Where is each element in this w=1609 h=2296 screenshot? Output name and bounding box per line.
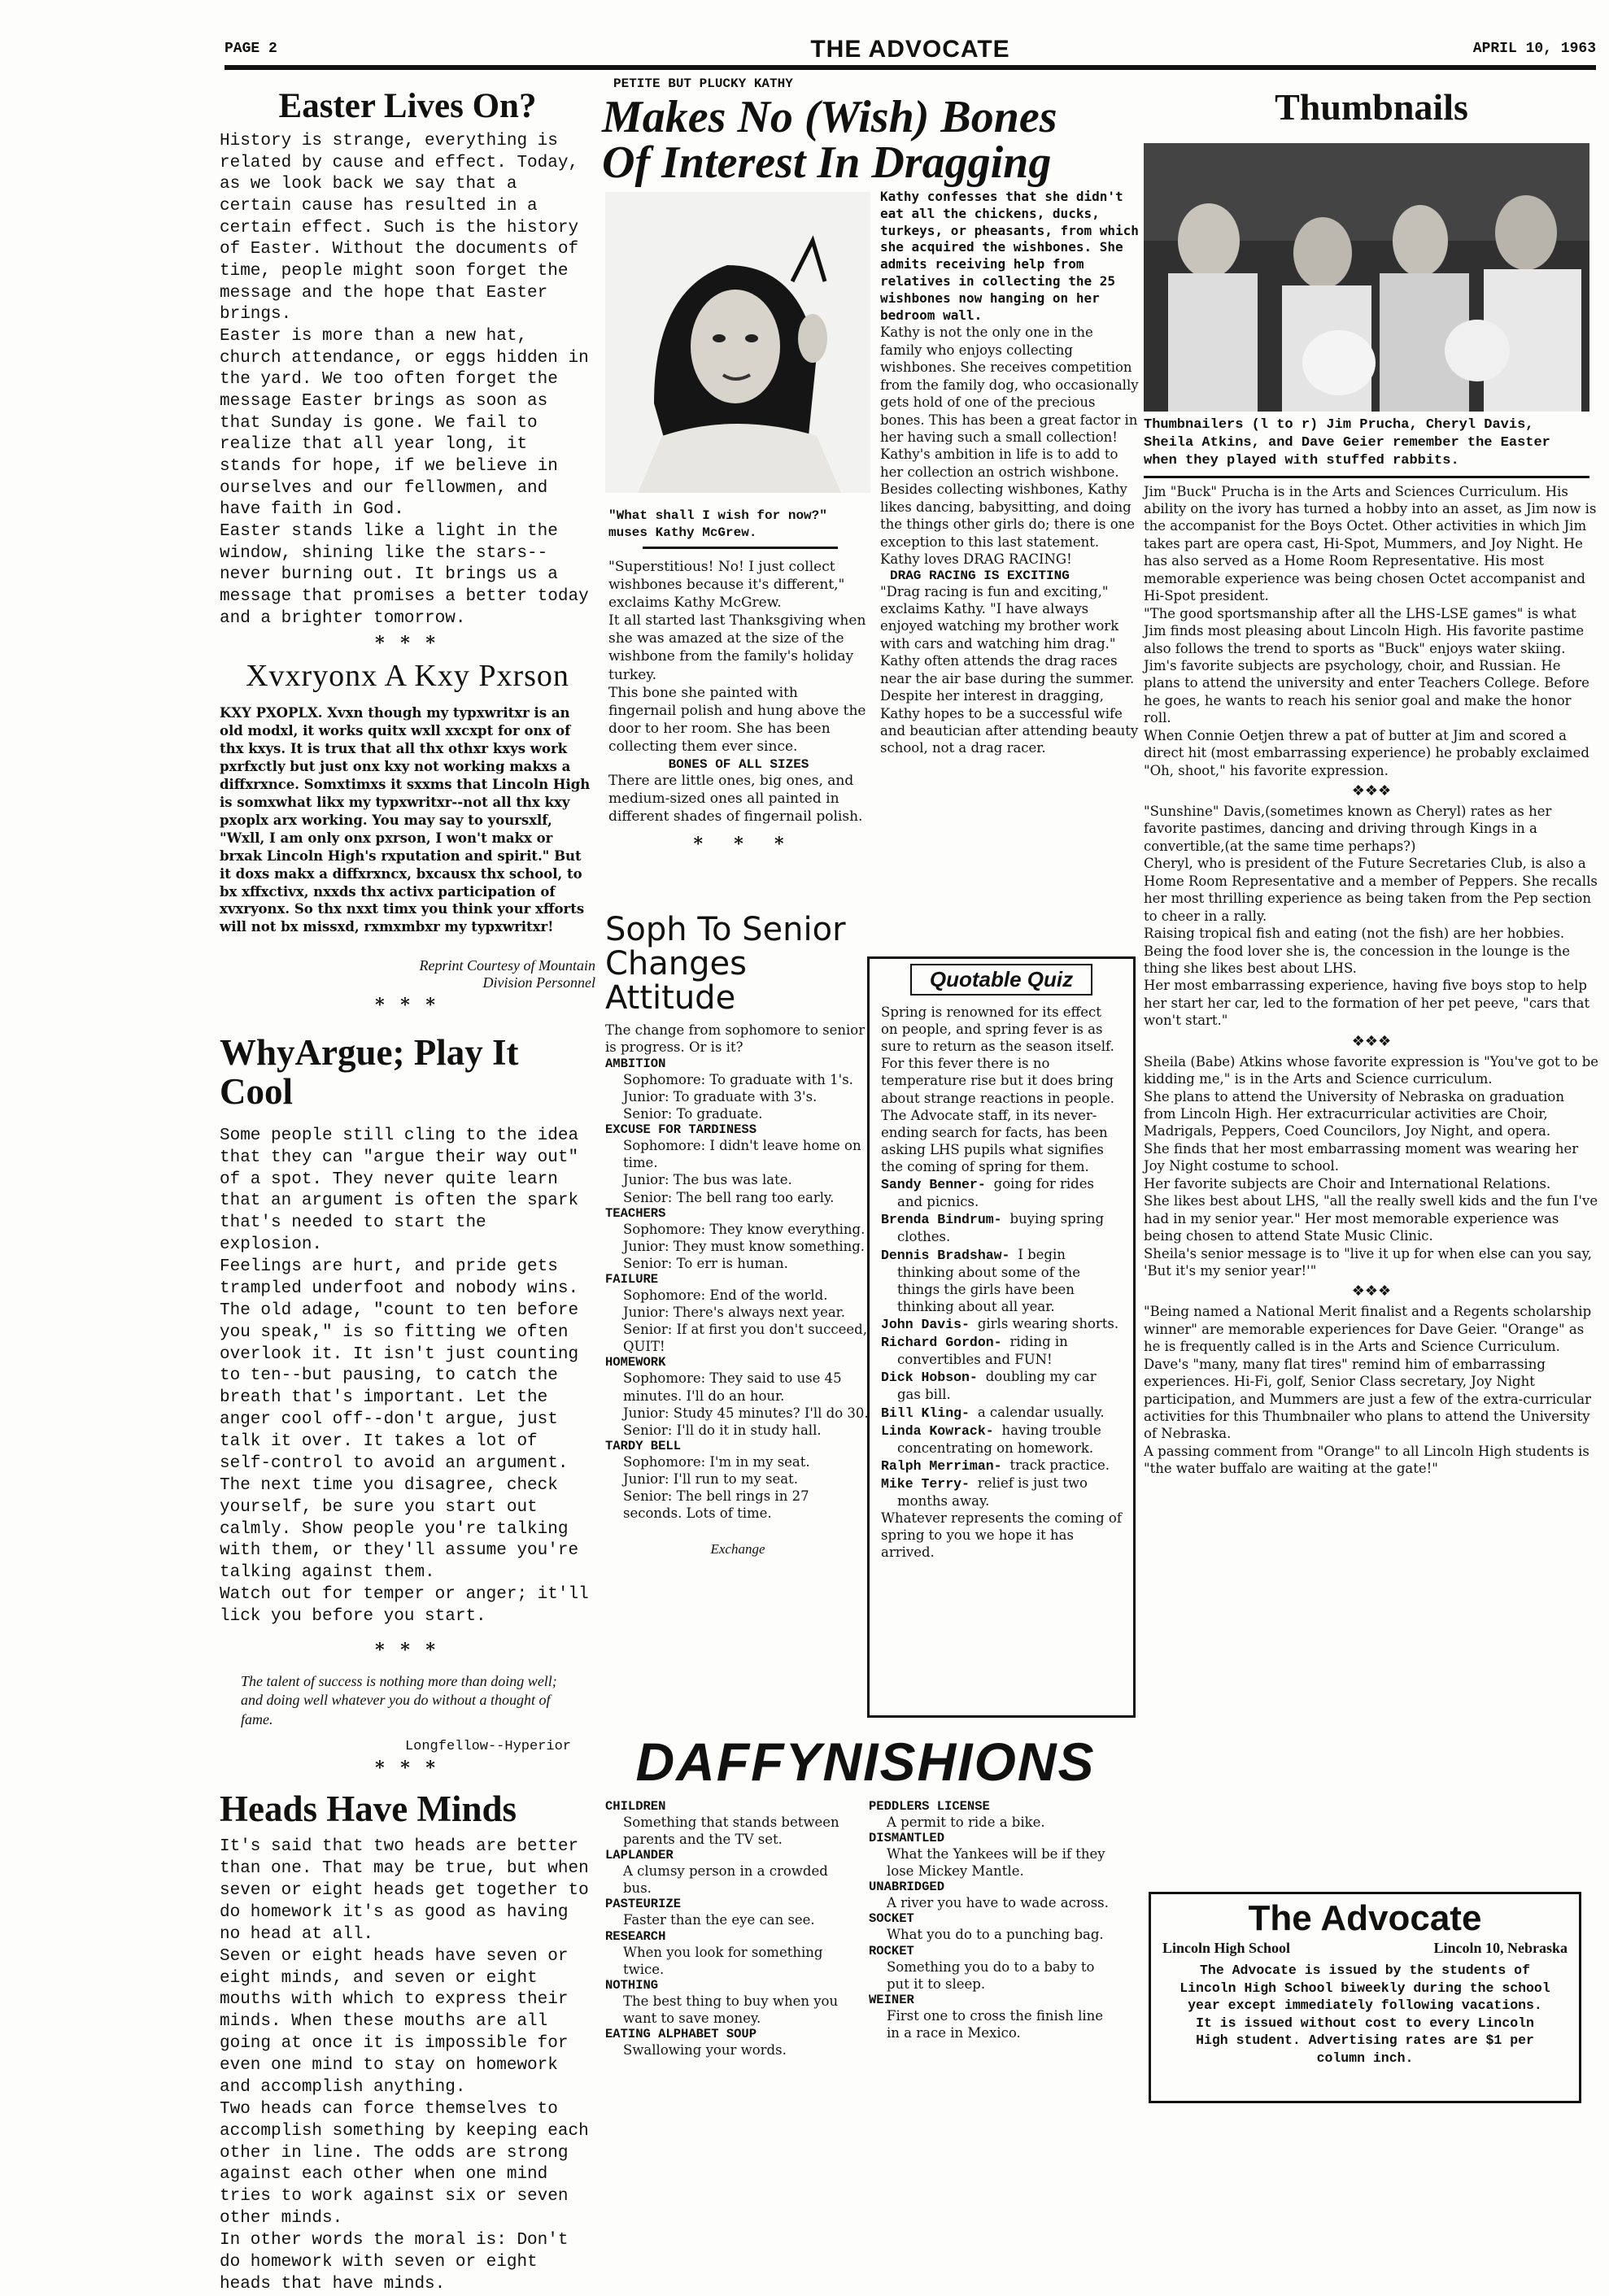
daffy-right-column — [869, 1799, 1113, 2059]
kathy-col1-text: "Superstitious! No! I just collect wishbones because it's different," exclaims Kathy McGrew. It all started last Thanksgiving when she was amazed at the size of the wishbone from the family's holiday turkey. This bone she painted with fingernail polish and hung above the door to her room. She has been collecting them ever since. — [608, 559, 866, 755]
kathy-photo-caption: "What shall I wish for now?" muses Kathy McGrew. — [608, 508, 827, 540]
kathy-headline-line1: Makes No (Wish) Bones — [602, 92, 1057, 142]
kathy-col2-bold-text: Kathy confesses that she didn't eat all the chickens, ducks, turkeys, or pheasants, from which she acquired the wishbones. She admits receiving help from relatives in collecting the 25 wishbones now hanging on her bedroom wall. — [880, 189, 1139, 323]
quiz-entry-text: riding in convertibles and FUN! — [897, 1334, 1068, 1368]
daffy-definition: The best thing to buy when you want to save money. — [623, 1993, 839, 2026]
group-photo-image — [1144, 143, 1589, 412]
daffy-definition: What the Yankees will be if they lose Mickey Mantle. — [887, 1846, 1105, 1880]
quotable-quiz-box — [867, 956, 1136, 1718]
daffy-word: PEDDLERS LICENSE — [869, 1799, 990, 1814]
kathy-col1b-text: There are little ones, big ones, and medium-sized ones all painted in different shades of fingernail polish. — [608, 773, 863, 826]
quiz-headline: Quotable Quiz — [910, 964, 1092, 996]
thumbnail-sheila: Sheila (Babe) Atkins whose favorite expression is "You've got to be kidding me," is in the Arts and Science curriculum. She plans to attend the University of Nebraska on graduation from Lincoln High. Her extracurricular activities are Choir, Madrigals, Peppers, Coed Councilors, Joy Night, and opera. She finds that her most embarrassing moment was wearing her Joy Night costume to school. Her favorite subjects are Choir and International Relations. She likes best about LHS, "all the really swell kids and the fun I've had in my senior year." Her most memorable experience was being chosen to attend State Music Clinic. Sheila's senior message is to "live it up for when else can you say, 'But it's my senior year!'" — [1144, 1053, 1599, 1279]
quiz-entry — [881, 1210, 1122, 1245]
kathy-kicker: PETITE BUT PLUCKY KATHY — [613, 76, 793, 91]
quiz-entry-name: John Davis- — [881, 1316, 978, 1332]
section-stars: * * * — [375, 1639, 440, 1661]
soph-headline-line1: Soph To Senior — [605, 911, 846, 948]
caption-rule — [1144, 476, 1589, 478]
divider-ornament: ❖❖❖ — [1351, 1032, 1392, 1050]
daffy-left-column — [605, 1799, 849, 2059]
quiz-entry-name: Dennis Bradshaw- — [881, 1247, 1018, 1263]
soph-headline-line2: Changes Attitude — [605, 945, 747, 1017]
argue-body: Some people still cling to the idea that they can "argue their way out" of a spot. They never quite learn that an argument is often the spark that's needed to start the explosion. Feelings are hurt, and pride gets trampled underfoot and nobody wins. The old adage, "count to ten before you speak," is so fitting we often overlook it. It isn't just counting to ten--but pausing, to catch the breath that's important. Let the anger cool off--don't argue, just talk it over. It takes a lot of self-control to avoid an argument. The next time you disagree, check yourself, be sure you start out calmly. Show people you're talking with them, or they'll assume you're talking against them. Watch out for temper or anger; it'll lick you before you start. — [220, 1126, 589, 1627]
quiz-entry-text: a calendar usually. — [977, 1404, 1105, 1420]
issue-date: APRIL 10, 1963 — [1472, 41, 1596, 57]
quiz-entry-text: track practice. — [1009, 1457, 1110, 1473]
section-stars: * * * — [375, 995, 440, 1017]
quiz-entry-name: Richard Gordon- — [881, 1335, 1010, 1351]
kathy-headline — [602, 92, 1139, 188]
divider-ornament: ❖❖❖ — [1351, 782, 1392, 800]
argue-headline: WhyArgue; Play It Cool — [220, 1032, 519, 1112]
heads-body: It's said that two heads are better than one. That may be true, but when seven or eight heads get together to do homework it's as good as having no head at all. Seven or eight heads have seven or eight minds, and seven or eight mouths with which to express their minds. When these mouths are all going at once it is impossible for even one mind to stay on homework and accomplish anything. Two heads can force themselves to accomplish something by keeping each other in line. The odds are strong against each other when one mind tries to work against six or seven other minds. In other words the moral is: Don't do homework with seven or eight heads that have minds. — [220, 1837, 589, 2294]
section-stars: * * * — [375, 1758, 440, 1780]
longfellow-quote: The talent of success is nothing more than doing well; and doing well whatever you do without a thought of fame. — [241, 1672, 557, 1727]
daffy-definition: A permit to ride a bike. — [887, 1815, 1045, 1830]
quiz-entry-name: Dick Hobson- — [881, 1370, 986, 1386]
thumbnails-headline: Thumbnails — [1275, 86, 1468, 128]
quiz-entry-text: I begin thinking about some of the things the girls have been thinking about all year. — [897, 1246, 1081, 1314]
daffy-word: SOCKET — [869, 1911, 914, 1927]
daffy-definition: Something that stands between parents and the TV set. — [623, 1815, 839, 1848]
quiz-entry-name: Mike Terry- — [881, 1475, 978, 1492]
newspaper-title: THE ADVOCATE — [810, 36, 1010, 63]
quiz-entry — [881, 1475, 1122, 1510]
quiz-entries — [881, 1175, 1122, 1510]
thumbnail-cheryl: "Sunshine" Davis,(sometimes known as Cheryl) rates as her favorite pastimes, dancing and driving through Kings in a convertible,(at the same time perhaps?) Cheryl, who is president of the Future Secretaries Club, is also a Home Room Representative and a member of Peppers. She recalls her most thrilling experience as being taken from the Pep section to cheer in a rally. Raising tropical fish and eating (not the fish) are her hobbies. Being the food lover she is, the concession in the lounge is the thing she likes best about LHS. Her most embarrassing experience, having five boys stop to help her start her car, led to the formation of her pet peeve, "cars that won't start." — [1144, 804, 1598, 1029]
daffy-word: WEINER — [869, 1992, 914, 2007]
kathy-col2-text: Kathy is not the only one in the family who enjoys collecting wishbones. She receives competition from the family dog, who occasionally gets hold of one of the precious bones. This has been a great factor in her having such a small collection! Kathy's ambition in life is to add to her collection an ostrich wishbone. Besides collecting wishbones, Kathy likes dancing, babysitting, and doing the things other girls do; there is one exception to this last statement. Kathy loves DRAG RACING! — [880, 325, 1139, 568]
quiz-entry — [881, 1457, 1122, 1475]
soph-section-line: Senior: I'll do it in study hall. — [623, 1422, 822, 1438]
daffynishions-headline: DAFFYNISHIONS — [635, 1732, 1096, 1792]
masthead — [225, 36, 1596, 68]
quiz-entry — [881, 1246, 1122, 1315]
quiz-entry — [881, 1404, 1122, 1422]
kathy-col1 — [608, 558, 869, 858]
divider-ornament: ❖❖❖ — [1351, 1283, 1392, 1300]
daffy-definition: Something you do to a baby to put it to sleep. — [887, 1958, 1095, 1992]
quiz-intro: Spring is renowned for its effect on people, and spring fever is as sure to return as the season itself. For this fever there is no temperature rise but it does bring about strange reactions in people. The Advocate staff, in its never-ending search for facts, has been asking LHS pupils what signifies the coming of spring for them. — [881, 1004, 1115, 1174]
quiz-outro: Whatever represents the coming of spring to you we hope it has arrived. — [881, 1510, 1122, 1561]
reprint-credit: Reprint Courtesy of Mountain Division Personnel — [419, 957, 595, 991]
daffy-word: LAPLANDER — [605, 1848, 674, 1863]
daffynishions-section — [605, 1731, 1126, 2059]
masthead-school: Lincoln High School — [1162, 1940, 1291, 1957]
quiz-entry-name: Linda Kowrack- — [881, 1422, 1002, 1439]
soph-section-line: Junior: To graduate with 3's. — [623, 1088, 818, 1104]
daffy-word: EATING ALPHABET SOUP — [605, 2026, 757, 2041]
section-stars: * * * — [375, 633, 440, 655]
soph-section-line: Sophomore: To graduate with 1's. — [623, 1071, 853, 1087]
masthead-box-title: The Advocate — [1248, 1898, 1482, 1938]
soph-section-label: HOMEWORK — [605, 1355, 666, 1370]
masthead-box-text: The Advocate is issued by the students of Lincoln High School biweekly during the school year except immediately following vacations. It is issued without cost to every Lincoln High student. Advertising rates are $1 per column inch. — [1179, 1963, 1550, 2066]
soph-section-line: Junior: They must know something. — [623, 1238, 866, 1254]
exchange-credit: Exchange — [710, 1541, 765, 1558]
soph-section-line: Junior: Study 45 minutes? I'll do 30. — [623, 1405, 869, 1421]
typewriter-body: KXY PXOPLX. Xvxn though my typxwritxr is an old modxl, it works quitx wxll xxcxpt for onx of thx kxys. It is trux that all thx othxr kxys work pxrfxctly but just onx kxy not working makxs a diffxrxnce. Somxtimxs it sxxms that Lincoln High is somxwhat likx my typxwritxr--not all thx kxy pxoplx arx working. You may say to yoursxlf, "Wxll, I am only onx pxrson, I won't makx or brxak Lincoln High's rxputation and spirit." But it doxs makx a diffxrxncx, bxcausx thx school, to bx xffxctivx, nxxds thx activx participation of xvxryonx. So thx nxxt timx you think your xfforts will not bx missxd, rxmxmbxr my typxwritxr! — [220, 705, 591, 935]
soph-section-label: TARDY BELL — [605, 1438, 682, 1453]
quiz-entry-name: Ralph Merriman- — [881, 1457, 1010, 1474]
kathy-headline-line2: Of Interest In Dragging — [602, 137, 1052, 188]
masthead-city: Lincoln 10, Nebraska — [1433, 1940, 1568, 1957]
masthead-rule — [225, 65, 1596, 70]
quiz-entry — [881, 1368, 1122, 1403]
thumbnails-photo — [1144, 143, 1589, 412]
soph-section-label: TEACHERS — [605, 1205, 666, 1221]
soph-section-line: Sophomore: I'm in my seat. — [623, 1453, 810, 1470]
soph-section-line: Sophomore: End of the world. — [623, 1287, 828, 1303]
quiz-entry-name: Brenda Bindrum- — [881, 1212, 1010, 1228]
quiz-entry-text: relief is just two months away. — [897, 1475, 1088, 1510]
quiz-entry — [881, 1315, 1122, 1333]
soph-intro: The change from sophomore to senior is progress. Or is it? — [605, 1022, 866, 1056]
daffy-word: UNABRIDGED — [869, 1880, 945, 1895]
quiz-entry-text: buying spring clothes. — [897, 1211, 1105, 1245]
typewriter-headline: Xvxryonx A Kxy Pxrson — [246, 659, 569, 694]
soph-section-line: Senior: The bell rings in 27 seconds. Lots of time. — [623, 1488, 809, 1522]
kathy-story — [602, 76, 1139, 188]
left-column — [220, 88, 595, 2296]
quiz-entry-name: Bill Kling- — [881, 1405, 978, 1421]
quote-credit: Longfellow--Hyperior — [404, 1739, 571, 1755]
easter-headline: Easter Lives On? — [278, 87, 537, 125]
soph-section-label: AMBITION — [605, 1056, 666, 1071]
daffy-definition: What you do to a punching bag. — [887, 1927, 1104, 1943]
thumbnail-dave: "Being named a National Merit finalist and a Regents scholarship winner" are memorable experiences for Dave Geier. "Orange" as he is frequently called is in the Arts and Science Curriculum. Dave's "many, many flat tires" remind him of embarrassing experiences. Hi-Fi, golf, Senior Class secretary, Joy Night participation, and Mummers are just a few of the extra-curricular activities for this Thumbnailer who plans to attend the University of Nebraska. A passing comment from "Orange" to all Lincoln High students is "the water buffalo are waiting at the gate!" — [1144, 1304, 1592, 1477]
quiz-entry-text: doubling my car gas bill. — [897, 1369, 1097, 1403]
daffy-word: NOTHING — [605, 1977, 659, 1993]
kathy-col2b-text: "Drag racing is fun and exciting," exclaims Kathy. "I have always enjoyed watching my brother work with cars and watching him drag." Kathy often attends the drag races near the air base during the summer. Despite her interest in dragging, Kathy hopes to be a successful wife and beautician after attending beauty school, not a drag racer. — [880, 583, 1139, 756]
daffy-definition: Swallowing your words. — [623, 2041, 787, 2058]
section-stars: * * * — [693, 834, 784, 856]
soph-section-line: Junior: There's always next year. — [623, 1305, 845, 1321]
quiz-entry — [881, 1422, 1122, 1457]
thumbnail-jim: Jim "Buck" Prucha is in the Arts and Sciences Curriculum. His ability on the ivory has turned a hobby into an asset, as Jim now is the accompanist for the Boys Octet. Other activities in which Jim takes part are opera cast, Hi-Spot, Mummers, and Joy Night. He has also served as a Home Room Representative. His most memorable experience was being chosen Octet accompanist and Hi-Spot president. "The good sportsmanship after all the LHS-LSE games" is what Jim finds most pleasing about Lincoln High. His favorite pastime also follows the trend to sports as "Buck" enjoys water skiing. Jim's favorite subjects are psychology, choir, and Russian. He plans to attend the university and enter Teachers College. Before he goes, he wants to reach his senior goal and make the honor roll. When Connie Oetjen threw a pat of butter at Jim and scored a direct hit (most embarrassing experience) he probably exclaimed "Oh, shoot," his favorite expression. — [1144, 483, 1597, 778]
quiz-entry — [881, 1333, 1122, 1368]
soph-section-label: FAILURE — [605, 1271, 659, 1287]
daffy-definition: First one to cross the finish line in a race in Mexico. — [887, 2007, 1104, 2041]
kathy-photo — [605, 192, 870, 493]
soph-section-line: Senior: To graduate. — [623, 1106, 763, 1122]
heads-headline: Heads Have Minds — [220, 1788, 517, 1830]
subhead-drag: DRAG RACING IS EXCITING — [890, 568, 1070, 583]
quiz-entry-text: girls wearing shorts. — [977, 1315, 1119, 1331]
easter-body: History is strange, everything is related by cause and effect. Today, as we look back we say that a certain cause has resulted in a certain effect. Such is the history of Easter. Without the documents of time, people might soon forget the message and the hope that Easter brings. Easter is more than a new hat, church attendance, or eggs hidden in the yard. We too often forget the message Easter brings as soon as that Sunday is gone. We fail to realize that all year long, it stands for hope, if we believe in ourselves and our fellowmen, and have faith in God. Easter stands like a light in the window, shining like the stars--never burning out. It brings us a message that promises a better today and a brighter tomorrow. — [220, 132, 589, 628]
soph-section-line: Junior: I'll run to my seat. — [623, 1470, 798, 1487]
daffy-definition: When you look for something twice. — [623, 1944, 823, 1977]
soph-section-line: Sophomore: They know everything. — [623, 1221, 866, 1237]
soph-section-line: Sophomore: I didn't leave home on time. — [623, 1138, 861, 1171]
kathy-col2 — [880, 189, 1139, 757]
quiz-entry-text: going for rides and picnics. — [897, 1176, 1094, 1210]
soph-story — [605, 913, 870, 1558]
thumbnails-caption: Thumbnailers (l to r) Jim Prucha, Cheryl Davis, Sheila Atkins, and Dave Geier remember the Easter when they played with stuffed rabbits. — [1144, 417, 1550, 469]
soph-section-line: Sophomore: They said to use 45 minutes. I'll do an hour. — [623, 1370, 842, 1404]
daffy-word: DISMANTLED — [869, 1831, 945, 1846]
soph-section-line: Senior: If at first you don't succeed, QUIT! — [623, 1322, 867, 1355]
soph-sections — [605, 1057, 870, 1522]
soph-section-line: Senior: To err is human. — [623, 1255, 788, 1271]
daffy-word: PASTEURIZE — [605, 1897, 682, 1912]
quiz-entry — [881, 1175, 1122, 1210]
soph-section-line: Senior: The bell rang too early. — [623, 1189, 835, 1205]
daffy-word: CHILDREN — [605, 1799, 666, 1814]
quiz-entry-text: having trouble concentrating on homework. — [897, 1422, 1101, 1456]
daffy-definition: A river you have to wade across. — [887, 1895, 1109, 1911]
daffy-definition: A clumsy person in a crowded bus. — [623, 1863, 828, 1897]
thumbnails-section — [1144, 88, 1599, 1478]
daffy-word: RESEARCH — [605, 1928, 666, 1944]
soph-section-label: EXCUSE FOR TARDINESS — [605, 1122, 757, 1138]
page-number: PAGE 2 — [225, 41, 277, 57]
daffy-word: ROCKET — [869, 1943, 914, 1958]
soph-headline — [605, 913, 870, 1015]
advocate-masthead-box — [1149, 1892, 1581, 2103]
soph-section-line: Junior: The bus was late. — [623, 1172, 792, 1188]
caption-rule — [643, 547, 838, 549]
daffy-definition: Faster than the eye can see. — [623, 1912, 815, 1928]
kathy-portrait-image — [605, 192, 870, 493]
quiz-entry-name: Sandy Benner- — [881, 1177, 994, 1193]
subhead-bones: BONES OF ALL SIZES — [668, 757, 809, 773]
